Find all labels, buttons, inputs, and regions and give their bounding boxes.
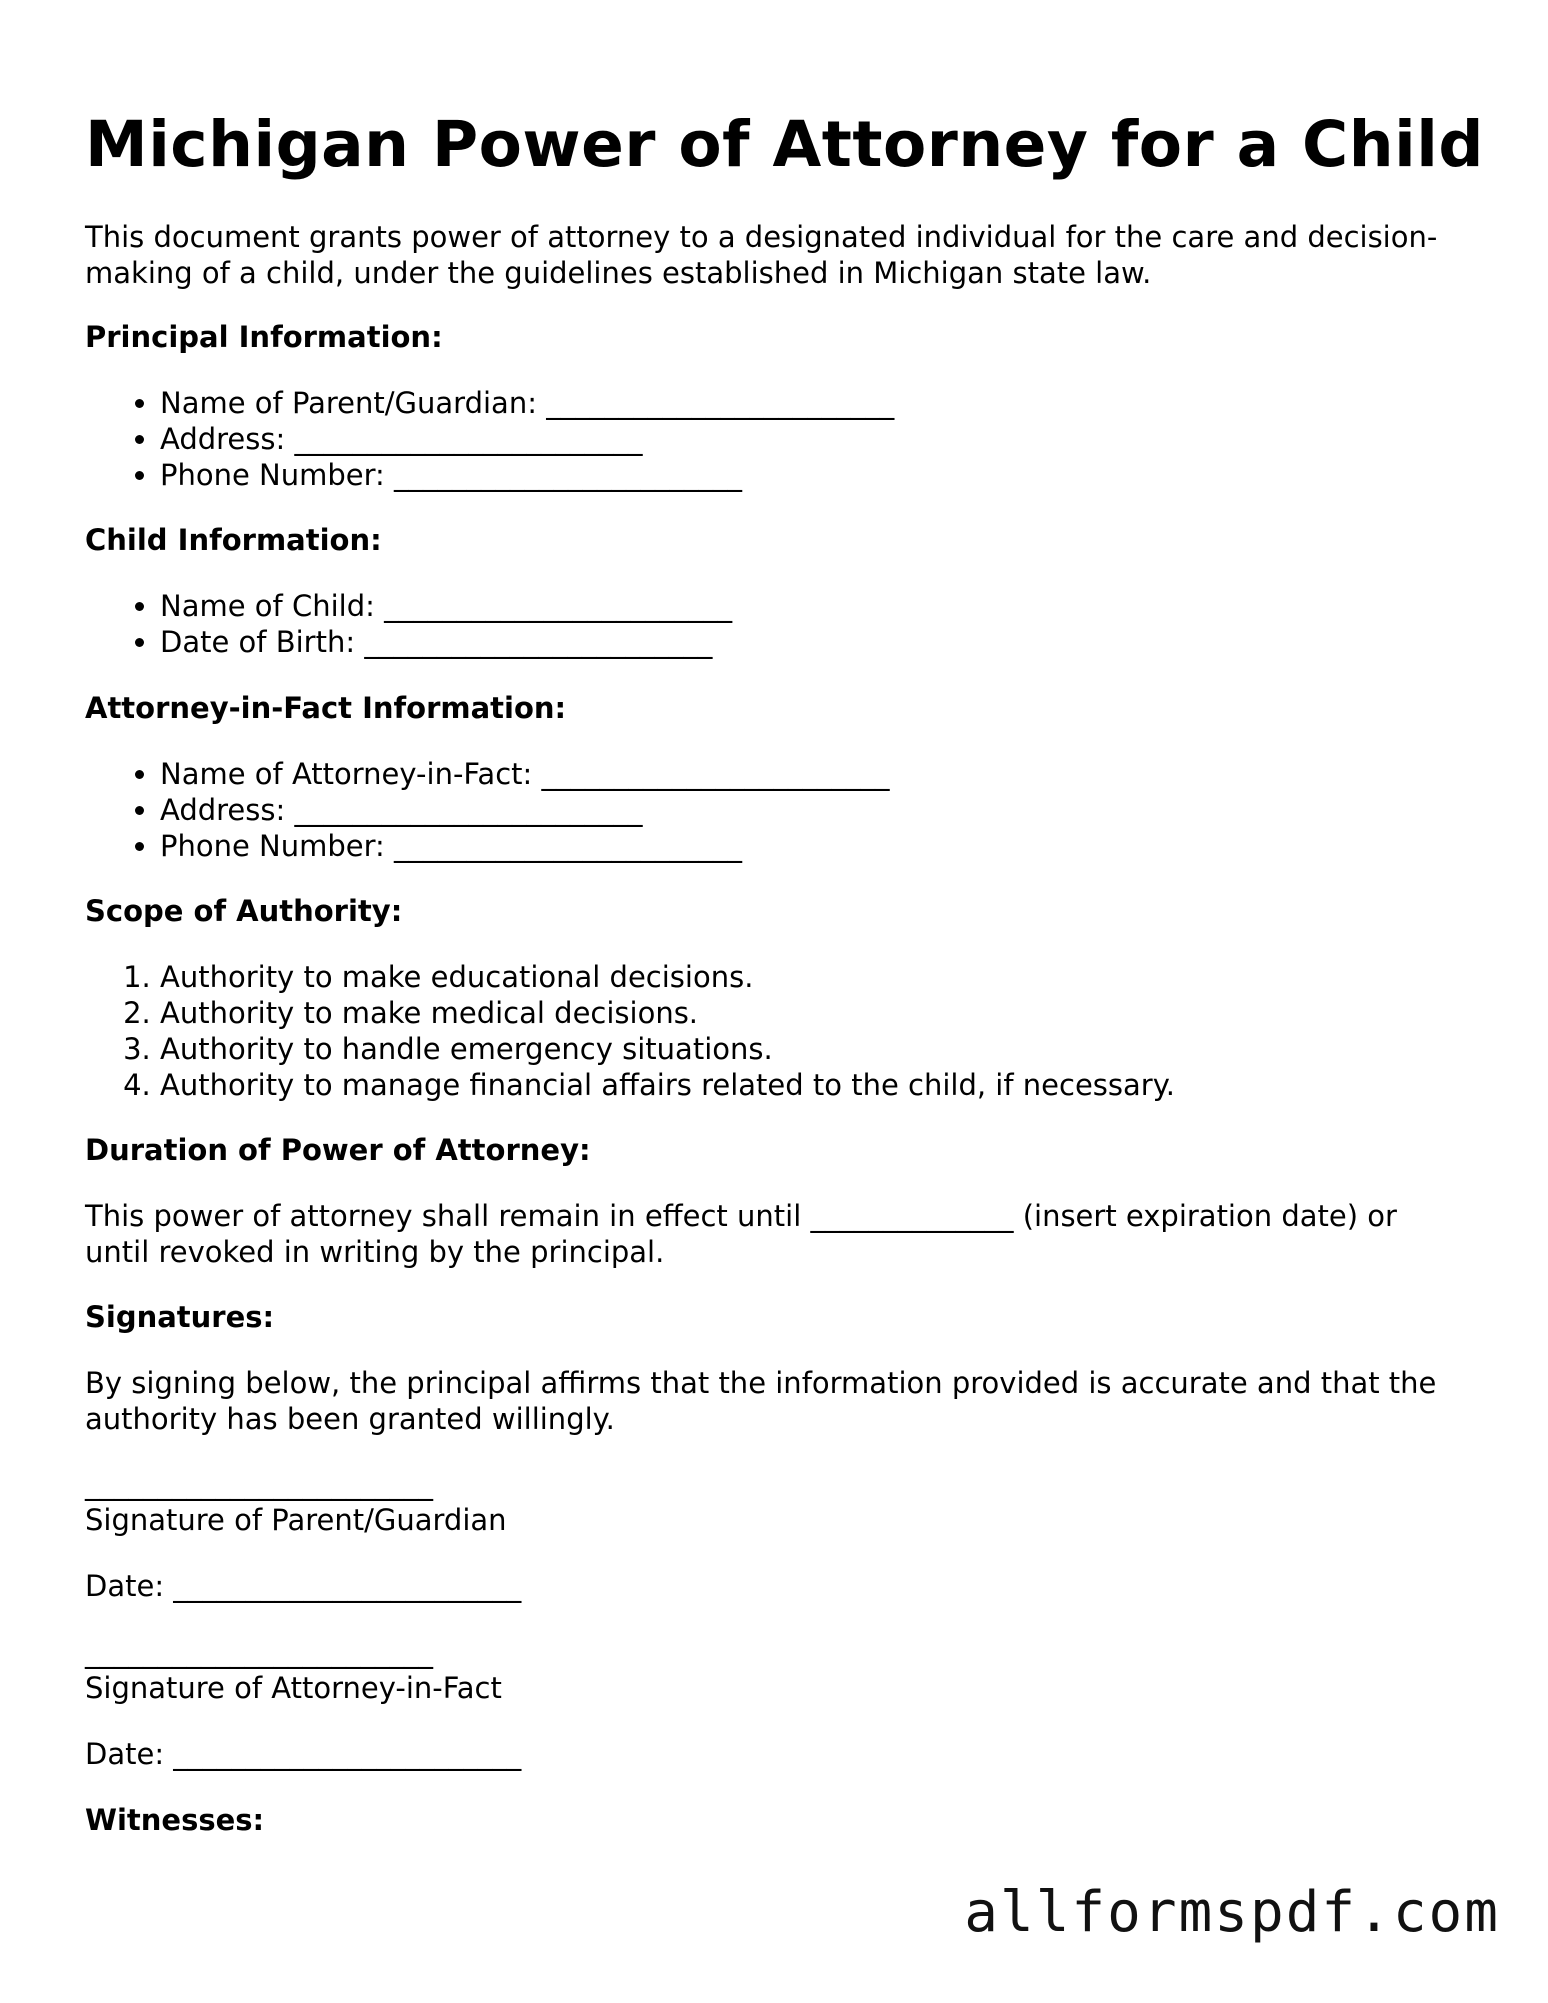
watermark-logo: allformspdf.com <box>964 1880 1500 1945</box>
page-title: Michigan Power of Attorney for a Child <box>85 108 1484 181</box>
parent-signature-line: ________________________ <box>85 1467 433 1501</box>
child-list <box>85 588 732 660</box>
scope-list <box>85 959 1175 1103</box>
attorney-list <box>85 756 890 864</box>
attorney-signature-label: Signature of Attorney-in-Fact <box>85 1671 502 1705</box>
scope-item-educational: 1. Authority to make educational decisions. <box>160 959 1175 995</box>
child-heading: Child Information: <box>85 523 382 557</box>
signatures-paragraph: By signing below, the principal affirms that the information provided is accurate and that the authority has been granted willingly. <box>85 1366 1437 1436</box>
witnesses-heading: Witnesses: <box>85 1803 265 1837</box>
principal-list <box>85 385 894 493</box>
duration-heading: Duration of Power of Attorney: <box>85 1133 591 1167</box>
scope-item-financial: 4. Authority to manage financial affairs related to the child, if necessary. <box>160 1067 1175 1103</box>
scope-item-medical: 2. Authority to make medical decisions. <box>160 995 1175 1031</box>
child-dob-field: • Date of Birth: ________________________ <box>160 624 732 660</box>
attorney-address-field: • Address: ________________________ <box>160 792 890 828</box>
parent-date-field: Date: ________________________ <box>85 1569 522 1603</box>
attorney-phone-field: • Phone Number: ________________________ <box>160 828 890 864</box>
principal-phone-field: • Phone Number: ________________________ <box>160 457 894 493</box>
signatures-heading: Signatures: <box>85 1300 275 1334</box>
attorney-signature-line: ________________________ <box>85 1635 433 1669</box>
intro-paragraph: This document grants power of attorney to a designated individual for the care and decision-making of a child, under the guidelines established in Michigan state law. <box>85 220 1438 290</box>
scope-heading: Scope of Authority: <box>85 894 403 928</box>
child-name-field: • Name of Child: ________________________ <box>160 588 732 624</box>
principal-heading: Principal Information: <box>85 320 443 354</box>
duration-paragraph: This power of attorney shall remain in effect until ______________ (insert expiration date) or until revoked in writing by the principal. <box>85 1199 1397 1269</box>
principal-name-field: • Name of Parent/Guardian: ________________________ <box>160 385 894 421</box>
attorney-name-field: • Name of Attorney-in-Fact: ________________________ <box>160 756 890 792</box>
parent-signature-label: Signature of Parent/Guardian <box>85 1503 507 1537</box>
attorney-heading: Attorney-in-Fact Information: <box>85 691 567 725</box>
attorney-date-field: Date: ________________________ <box>85 1737 522 1771</box>
principal-address-field: • Address: ________________________ <box>160 421 894 457</box>
scope-item-emergency: 3. Authority to handle emergency situations. <box>160 1031 1175 1067</box>
